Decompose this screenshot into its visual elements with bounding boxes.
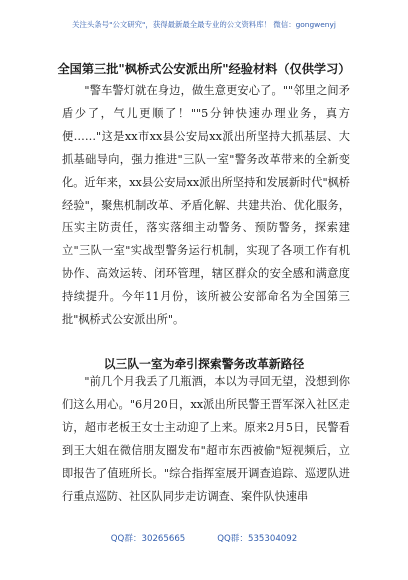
header-banner: 关注头条号"公文研究"，获得最新最全最专业的公文资料库！ 微信：gongwenyj — [72, 20, 336, 29]
section-heading: 以三队一室为牵引探索警务改革新路径 — [103, 357, 305, 371]
footer-contact — [0, 532, 408, 544]
footer-qq-group-1: QQ群：30265665 — [110, 534, 186, 544]
footer-qq-group-2: QQ群：535304092 — [217, 534, 298, 544]
document-title: 全国第三批"枫桥式公安派出所"经验材料（仅供学习） — [57, 62, 351, 76]
body-paragraph-2: "前几个月我丢了几瓶酒，本以为寻回无望，没想到你们这么用心。"6月20日，xx派出所民警王晋军深入社区走访，超市老板王女士主动迎了上来。原来2月5日，民警看到王大姐在微信朋友圈发布"超市东西被偷"短视频后，立即报告了值班所长。"综合指挥室展开调查追踪、巡逻队进行重点巡防、社区队同步走访调查、案件队快速串 — [62, 375, 350, 503]
body-paragraph-1: "警车警灯就在身边，做生意更安心了。""邻里之间矛盾少了，气儿更顺了！""5分钟快速办理业务，真方便……"这是xx市xx县公安局xx派出所坚持大抓基层、大抓基础导向，强力推进"三队一室"警务改革带来的全新变化。近年来，xx县公安局xx派出所坚持和发展新时代"枫桥经验"，聚焦机制改革、矛盾化解、共建共治、优化服务，压实主防责任，落实落细主动警务、预防警务，探索建立"三队一室"实战型警务运行机制，实现了各项工作有机协作、高效运转、闭环管理，辖区群众的安全感和满意度持续提升。今年11月份，该所被公安部命名为全国第三批"枫桥式公安派出所"。 — [62, 84, 350, 327]
